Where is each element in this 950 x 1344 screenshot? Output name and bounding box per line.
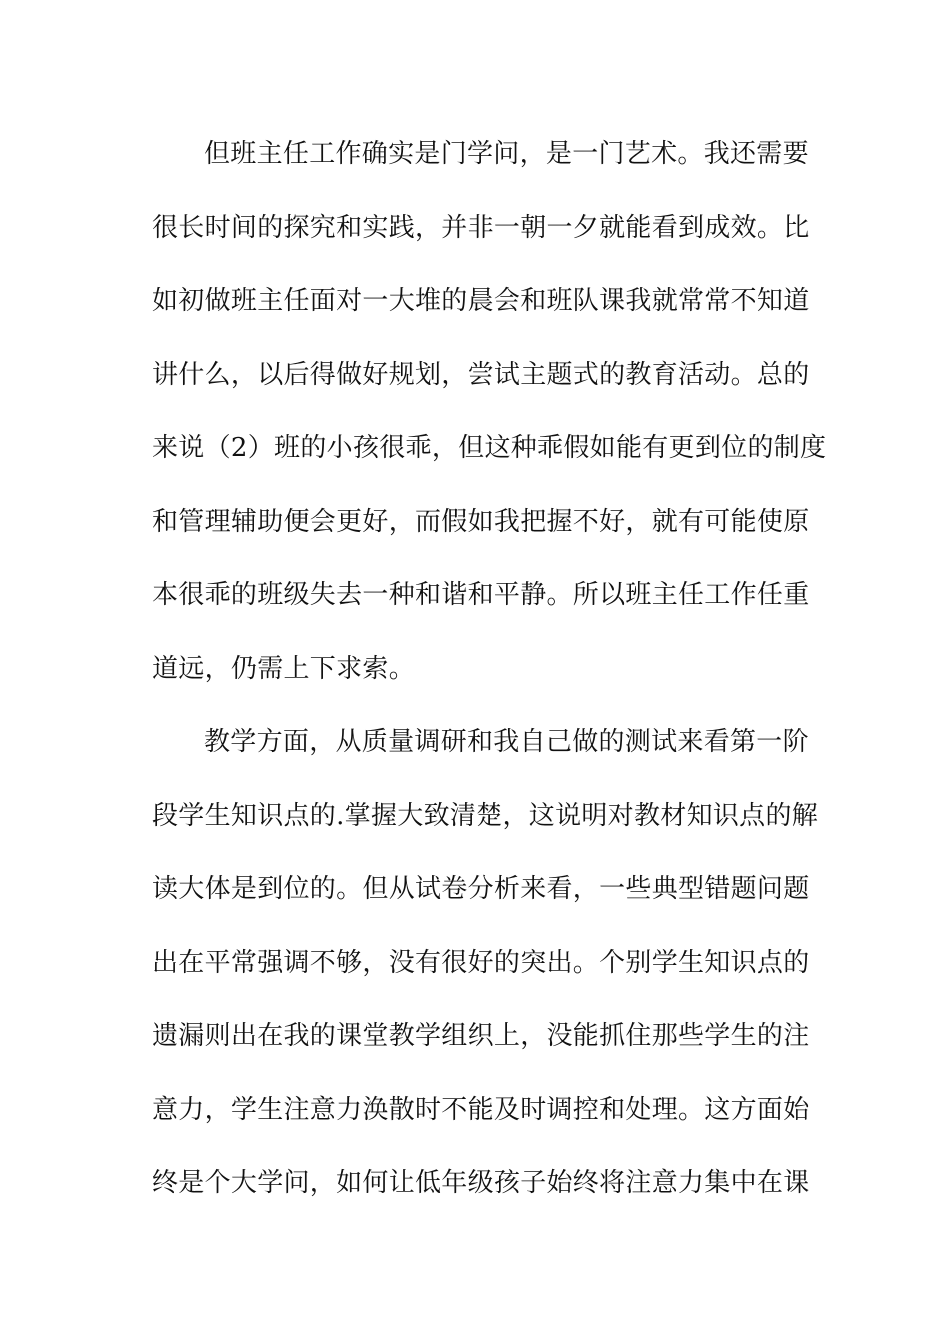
- paragraph-1-line-8: 道远，仍需上下求索。: [152, 653, 416, 684]
- paragraph-2-line-3: 读大体是到位的。但从试卷分析来看，一些典型错题问题: [152, 874, 810, 904]
- paragraph-2-line-4: 出在平常强调不够，没有很好的突出。个别学生知识点的: [152, 947, 810, 978]
- paragraph-2-line-1: 教学方面，从质量调研和我自己做的测试来看第一阶: [204, 727, 809, 757]
- paragraph-2-line-2: 段学生知识点的.掌握大致清楚，这说明对教材知识点的解: [152, 800, 819, 831]
- paragraph-1-line-1: 但班主任工作确实是门学问，是一门艺术。我还需要: [204, 139, 809, 169]
- paragraph-2-line-6: 意力，学生注意力涣散时不能及时调控和处理。这方面始: [152, 1094, 810, 1125]
- paragraph-2-line-7: 终是个大学问，如何让低年级孩子始终将注意力集中在课: [152, 1168, 810, 1198]
- document-body: [152, 118, 827, 1221]
- paragraph-1-line-3: 如初做班主任面对一大堆的晨会和班队课我就常常不知道: [152, 286, 810, 316]
- paragraph-1-line-4: 讲什么，以后得做好规划，尝试主题式的教育活动。总的: [152, 359, 810, 390]
- paragraph-1-line-7: 本很乖的班级失去一种和谐和平静。所以班主任工作任重: [152, 580, 810, 610]
- paragraph-1-line-6: 和管理辅助便会更好，而假如我把握不好，就有可能使原: [152, 506, 810, 537]
- paragraph-2-line-5: 遗漏则出在我的课堂教学组织上，没能抓住那些学生的注: [152, 1021, 810, 1051]
- paragraph-1-line-5: 来说（2）班的小孩很乖，但这种乖假如能有更到位的制度: [152, 433, 827, 463]
- paragraph-1-line-2: 很长时间的探究和实践，并非一朝一夕就能看到成效。比: [152, 212, 810, 243]
